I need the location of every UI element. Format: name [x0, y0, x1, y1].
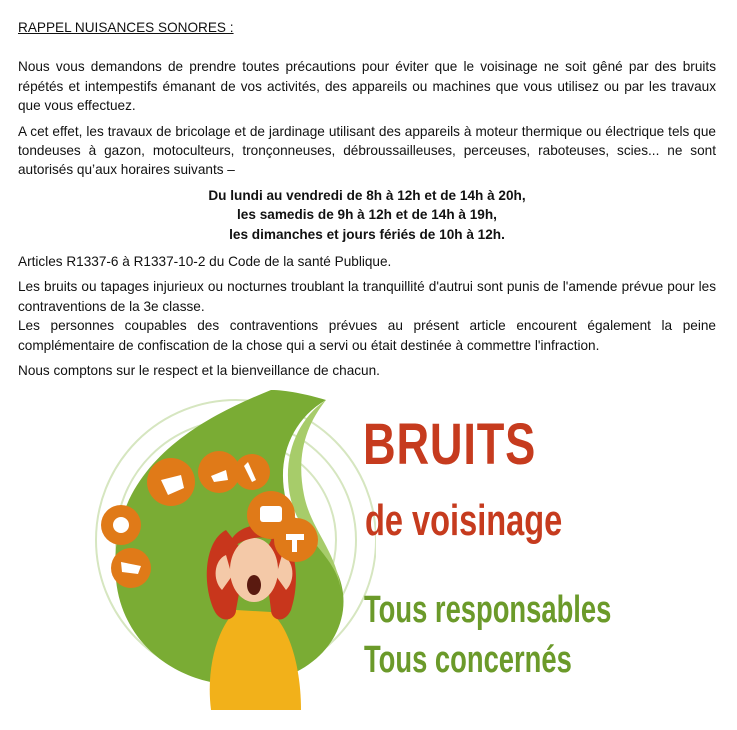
notice-paragraph-intro: Nous vous demandons de prendre toutes précautions pour éviter que le voisinage ne soit gêné par des bruits répétés et intempestifs émanant de vos activités, des appareils ou machines que vous utilisez ou par les travaux que vous effectuez. — [18, 59, 716, 114]
notice-title: RAPPEL NUISANCES SONORES : — [18, 20, 234, 35]
notice-paragraph-penalty: Les bruits ou tapages injurieux ou nocturnes troublant la tranquillité d'autrui sont punis de l'amende prévue pour les contraventions de la 3e classe. — [18, 279, 716, 314]
notice-document — [18, 18, 716, 387]
hours-saturdays: les samedis de 9h à 12h et de 14h à 19h, — [237, 207, 497, 223]
poster-subtitle: de voisinage — [365, 496, 563, 545]
noise-poster — [86, 380, 656, 710]
notice-paragraph-hours-intro: A cet effet, les travaux de bricolage et de jardinage utilisant des appareils à moteur thermique ou électrique tels que tondeuses à gazon, motoculteurs, tronçonneuses, débroussailleuses, perceuses, raboteuses, scies... ne sont autorisés qu’aux horaires suivants – — [18, 123, 716, 178]
poster-slogan-line2: Tous concernés — [364, 639, 572, 681]
poster-title: BRUITS — [363, 412, 537, 477]
notice-paragraph-confiscation: Les personnes coupables des contraventions prévues au présent article encourent également la peine complémentaire de confiscation de la chose qui a servi ou était destinée à commettre l'infraction. — [18, 318, 716, 353]
poster-slogan-line1: Tous responsables — [364, 589, 612, 631]
hours-sundays: les dimanches et jours fériés de 10h à 12h. — [229, 226, 505, 242]
allowed-hours — [18, 186, 716, 244]
hours-weekdays: Du lundi au vendredi de 8h à 12h et de 14h à 20h, — [208, 187, 526, 203]
notice-articles: Articles R1337-6 à R1337-10-2 du Code de la santé Publique. — [18, 254, 392, 270]
poster-illustration — [86, 380, 376, 710]
notice-closing: Nous comptons sur le respect et la bienveillance de chacun. — [18, 363, 380, 379]
high-heel-icon — [198, 451, 240, 493]
